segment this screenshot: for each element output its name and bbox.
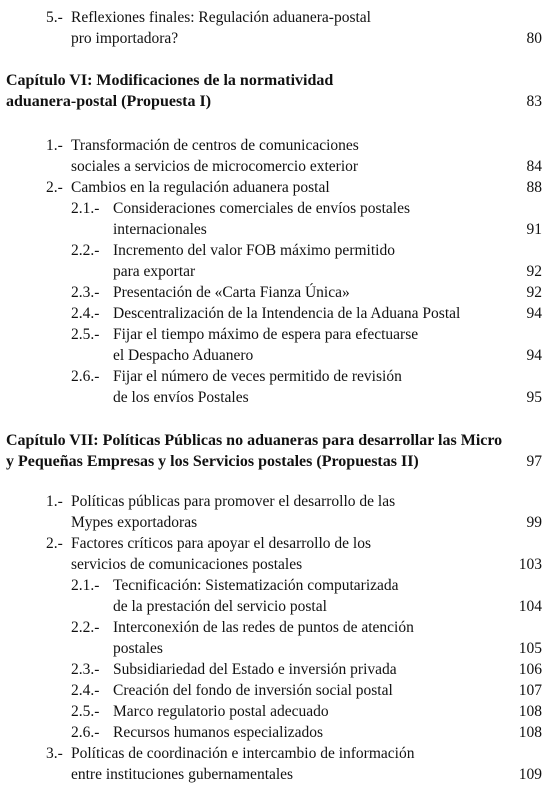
toc-number: 2.2.- xyxy=(71,619,100,636)
toc-title-line: sociales a servicios de microcomercio exterior xyxy=(71,158,359,175)
toc-title-line: postales xyxy=(113,640,163,657)
toc-number: 5.- xyxy=(46,9,63,26)
toc-title-line: Tecnificación: Sistematización computarizada xyxy=(113,577,399,594)
toc-page-number: 97 xyxy=(526,453,542,470)
toc-page-number: 103 xyxy=(518,556,542,573)
toc-title-line: para exportar xyxy=(113,263,196,280)
toc-number: 2.4.- xyxy=(71,305,100,322)
toc-page-number: 109 xyxy=(518,766,542,783)
toc-title-line: Fijar el número de veces permitido de revisión xyxy=(113,368,402,385)
toc-title-line: Fijar el tiempo máximo de espera para efectuarse xyxy=(113,326,419,343)
toc-title-line: Cambios en la regulación aduanera postal xyxy=(71,179,330,196)
toc-number: 2.5.- xyxy=(71,703,100,720)
toc-title-line: Marco regulatorio postal adecuado xyxy=(113,703,329,720)
toc-title-line: pro importadora? xyxy=(71,30,179,47)
toc-page-number: 107 xyxy=(518,682,542,699)
toc-number: 1.- xyxy=(46,137,63,154)
toc-number: 2.4.- xyxy=(71,682,100,699)
toc-page-number: 94 xyxy=(526,347,542,364)
toc-title-line: Factores críticos para apoyar el desarrollo de los xyxy=(71,535,371,552)
toc-page-number: 104 xyxy=(518,598,542,615)
toc-page-number: 99 xyxy=(526,514,542,531)
toc-number: 2.5.- xyxy=(71,326,100,343)
chapter-title-line: aduanera-postal (Propuesta I) xyxy=(6,93,212,110)
chapter-title-line: y Pequeñas Empresas y los Servicios postales (Propuestas II) xyxy=(6,453,419,470)
toc-title-line: Políticas públicas para promover el desarrollo de las xyxy=(71,493,396,510)
chapter-title-line: Capítulo VII: Políticas Públicas no aduaneras para desarrollar las Micro xyxy=(6,432,503,449)
toc-number: 2.3.- xyxy=(71,284,100,301)
toc-number: 3.- xyxy=(46,745,63,762)
toc-title-line: Mypes exportadoras xyxy=(71,514,198,531)
toc-title-line: servicios de comunicaciones postales xyxy=(71,556,303,573)
toc-page-number: 108 xyxy=(518,724,542,741)
toc-title-line: Reflexiones finales: Regulación aduanera-postal xyxy=(71,9,371,26)
toc-page-number: 94 xyxy=(526,305,542,322)
toc-number: 2.6.- xyxy=(71,368,100,385)
toc-number: 2.- xyxy=(46,179,63,196)
toc-title-line: internacionales xyxy=(113,221,207,238)
toc-number: 2.2.- xyxy=(71,242,100,259)
toc-title-line: Recursos humanos especializados xyxy=(113,724,324,741)
toc-page-number: 91 xyxy=(526,221,542,238)
toc-title-line: el Despacho Aduanero xyxy=(113,347,254,364)
toc-number: 2.1.- xyxy=(71,200,100,217)
toc-page-number: 88 xyxy=(526,179,542,196)
toc-page-number: 84 xyxy=(526,158,542,175)
toc-page-number: 92 xyxy=(526,284,542,301)
toc-number: 1.- xyxy=(46,493,63,510)
toc-title-line: de la prestación del servicio postal xyxy=(113,598,327,615)
toc-title-line: Consideraciones comerciales de envíos postales xyxy=(113,200,410,217)
toc-page-number: 95 xyxy=(526,389,542,406)
toc-page-number: 92 xyxy=(526,263,542,280)
toc-title-line: Políticas de coordinación e intercambio de información xyxy=(71,745,415,762)
toc-title-line: entre instituciones gubernamentales xyxy=(71,766,294,783)
toc-number: 2.1.- xyxy=(71,577,100,594)
toc-title-line: Creación del fondo de inversión social postal xyxy=(113,682,393,699)
chapter-title-line: Capítulo VI: Modificaciones de la normatividad xyxy=(6,72,334,89)
toc-page-number: 108 xyxy=(518,703,542,720)
toc-title-line: Incremento del valor FOB máximo permitido xyxy=(113,242,395,259)
toc-title-line: Presentación de «Carta Fianza Única» xyxy=(113,284,350,301)
toc-page-number: 106 xyxy=(518,661,542,678)
toc-title-line: Transformación de centros de comunicaciones xyxy=(71,137,359,154)
toc-page-number: 105 xyxy=(518,640,542,657)
toc-number: 2.- xyxy=(46,535,63,552)
toc-number: 2.6.- xyxy=(71,724,100,741)
toc-title-line: Descentralización de la Intendencia de la Aduana Postal xyxy=(113,305,461,322)
toc-title-line: Subsidiariedad del Estado e inversión privada xyxy=(113,661,397,678)
toc-title-line: de los envíos Postales xyxy=(113,389,249,406)
toc-page-number: 80 xyxy=(526,30,542,47)
toc-number: 2.3.- xyxy=(71,661,100,678)
toc-title-line: Interconexión de las redes de puntos de atención xyxy=(113,619,414,636)
toc-page-number: 83 xyxy=(526,93,542,110)
